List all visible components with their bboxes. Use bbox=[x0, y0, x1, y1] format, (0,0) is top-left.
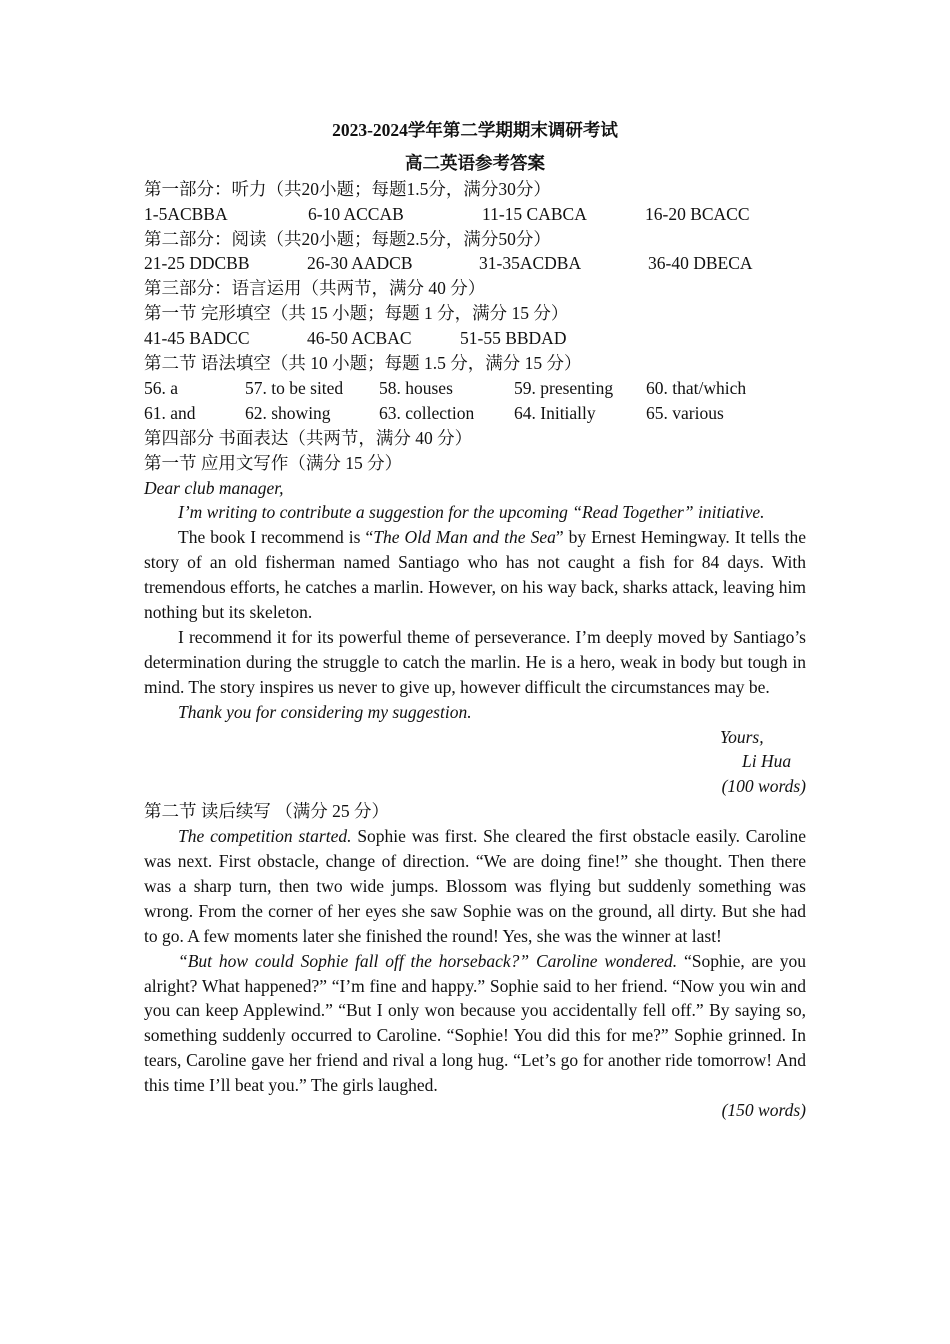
answer-item: 61. and bbox=[144, 402, 196, 423]
letter-paragraph-4: Thank you for considering my suggestion. bbox=[178, 701, 472, 722]
part1-heading: 第一部分：听力（共20小题；每题1.5分，满分30分） bbox=[144, 178, 551, 199]
letter-paragraph-1: I’m writing to contribute a suggestion for the upcoming “Read Together” initiative. bbox=[178, 502, 765, 523]
letter-closing: Yours, bbox=[720, 726, 764, 747]
part2-answers bbox=[144, 251, 806, 276]
answer-item: 59. presenting bbox=[514, 377, 614, 398]
continuation-paragraph-2 bbox=[144, 949, 806, 1098]
answer-item: 65. various bbox=[646, 402, 724, 423]
paragraph-text: Sophie was first. She cleared the first obstacle easily. Caroline was next. First obstacle, change of direction. “We are doing fine!” she thought. Then there was a sharp turn, then two wide jumps. Blossom was flying but suddenly something was wrong. From the corner of her eyes she saw Sophie was on the ground, all dirty. But she had to go. A few moments later she finished the round! Yes, she was the winner at last! bbox=[144, 826, 807, 946]
letter-salutation: Dear club manager, bbox=[144, 477, 284, 498]
part1-answers bbox=[144, 202, 806, 227]
letter-paragraph-3: I recommend it for its powerful theme of perseverance. I’m deeply moved by Santiago’s determination during the struggle to catch the marlin. He is a hero, weak in body but tough in mind. The story inspires us never to give up, however difficult the circumstances may be. bbox=[144, 626, 806, 697]
answer-group: 16-20 BCACC bbox=[645, 203, 750, 224]
letter-text: The book I recommend is “ bbox=[178, 527, 374, 548]
answer-group: 31-35ACDBA bbox=[479, 253, 582, 274]
paragraph-text: “Sophie, are you alright? What happened?” “I’m fine and happy.” Sophie said to her friend. “Now you win and you can keep Applewind.” “But I only won because you accidentally fell off.” By saying so, something suddenly occurred to Caroline. “Sophie! You did this for me?” Sophie grinned. In tears, Caroline gave her friend and rival a long hug. “Let’s go for another ride tomorrow! And this time I’ll beat you.” The girls laughed. bbox=[144, 950, 806, 1096]
answer-item: 58. houses bbox=[379, 377, 453, 398]
answer-item: 64. Initially bbox=[514, 402, 596, 423]
grammar-answers-row2 bbox=[144, 401, 806, 426]
answer-group: 46-50 ACBAC bbox=[307, 328, 412, 349]
document-subtitle: 高二英语参考答案 bbox=[405, 152, 545, 173]
answer-group: 21-25 DDCBB bbox=[144, 253, 250, 274]
paragraph-lead: The competition started. bbox=[178, 826, 352, 847]
part2-heading: 第二部分：阅读（共20小题；每题2.5分，满分50分） bbox=[144, 228, 551, 249]
letter-word-count: (100 words) bbox=[721, 776, 806, 797]
letter-paragraph-2 bbox=[144, 525, 806, 625]
continuation-paragraph-1 bbox=[144, 824, 806, 949]
answer-item: 57. to be sited bbox=[245, 377, 344, 398]
answer-item: 63. collection bbox=[379, 402, 475, 423]
practical-writing-heading: 第一节 应用文写作（满分 15 分） bbox=[144, 452, 403, 473]
grammar-heading: 第二节 语法填空（共 10 小题；每题 1.5 分，满分 15 分） bbox=[144, 353, 582, 374]
grammar-answers-row1 bbox=[144, 376, 806, 401]
part4-heading: 第四部分 书面表达（共两节，满分 40 分） bbox=[144, 427, 473, 448]
letter-signature: Li Hua bbox=[742, 751, 792, 772]
paragraph-lead: “But how could Sophie fall off the horseback?” Caroline wondered. bbox=[178, 950, 678, 971]
answer-group: 26-30 AADCB bbox=[307, 253, 413, 274]
cloze-answers bbox=[144, 326, 806, 351]
letter-text: ” by Ernest Hemingway. It tells the story of an old fisherman named Santiago who has not caught a fish for 84 days. With tremendous efforts, he catches a marlin. However, on his way back, sharks attack, leaving him nothing but its skeleton. bbox=[144, 527, 807, 623]
answer-group: 11-15 CABCA bbox=[482, 203, 587, 224]
book-title: The Old Man and the Sea bbox=[373, 527, 556, 548]
answer-group: 51-55 BBDAD bbox=[460, 328, 567, 349]
answer-item: 56. a bbox=[144, 377, 179, 398]
answer-group: 1-5ACBBA bbox=[144, 203, 228, 224]
answer-group: 6-10 ACCAB bbox=[308, 203, 404, 224]
answer-item: 62. showing bbox=[245, 402, 331, 423]
answer-group: 36-40 DBECA bbox=[648, 253, 753, 274]
continuation-heading: 第二节 读后续写 （满分 25 分） bbox=[144, 801, 389, 822]
answer-item: 60. that/which bbox=[646, 377, 747, 398]
answer-group: 41-45 BADCC bbox=[144, 328, 250, 349]
answer-sheet bbox=[144, 118, 806, 1123]
document-title: 2023-2024学年第二学期期末调研考试 bbox=[332, 120, 618, 140]
part3-heading: 第三部分：语言运用（共两节，满分 40 分） bbox=[144, 278, 486, 299]
continuation-word-count: (150 words) bbox=[721, 1100, 806, 1121]
cloze-heading: 第一节 完形填空（共 15 小题；每题 1 分，满分 15 分） bbox=[144, 303, 569, 324]
